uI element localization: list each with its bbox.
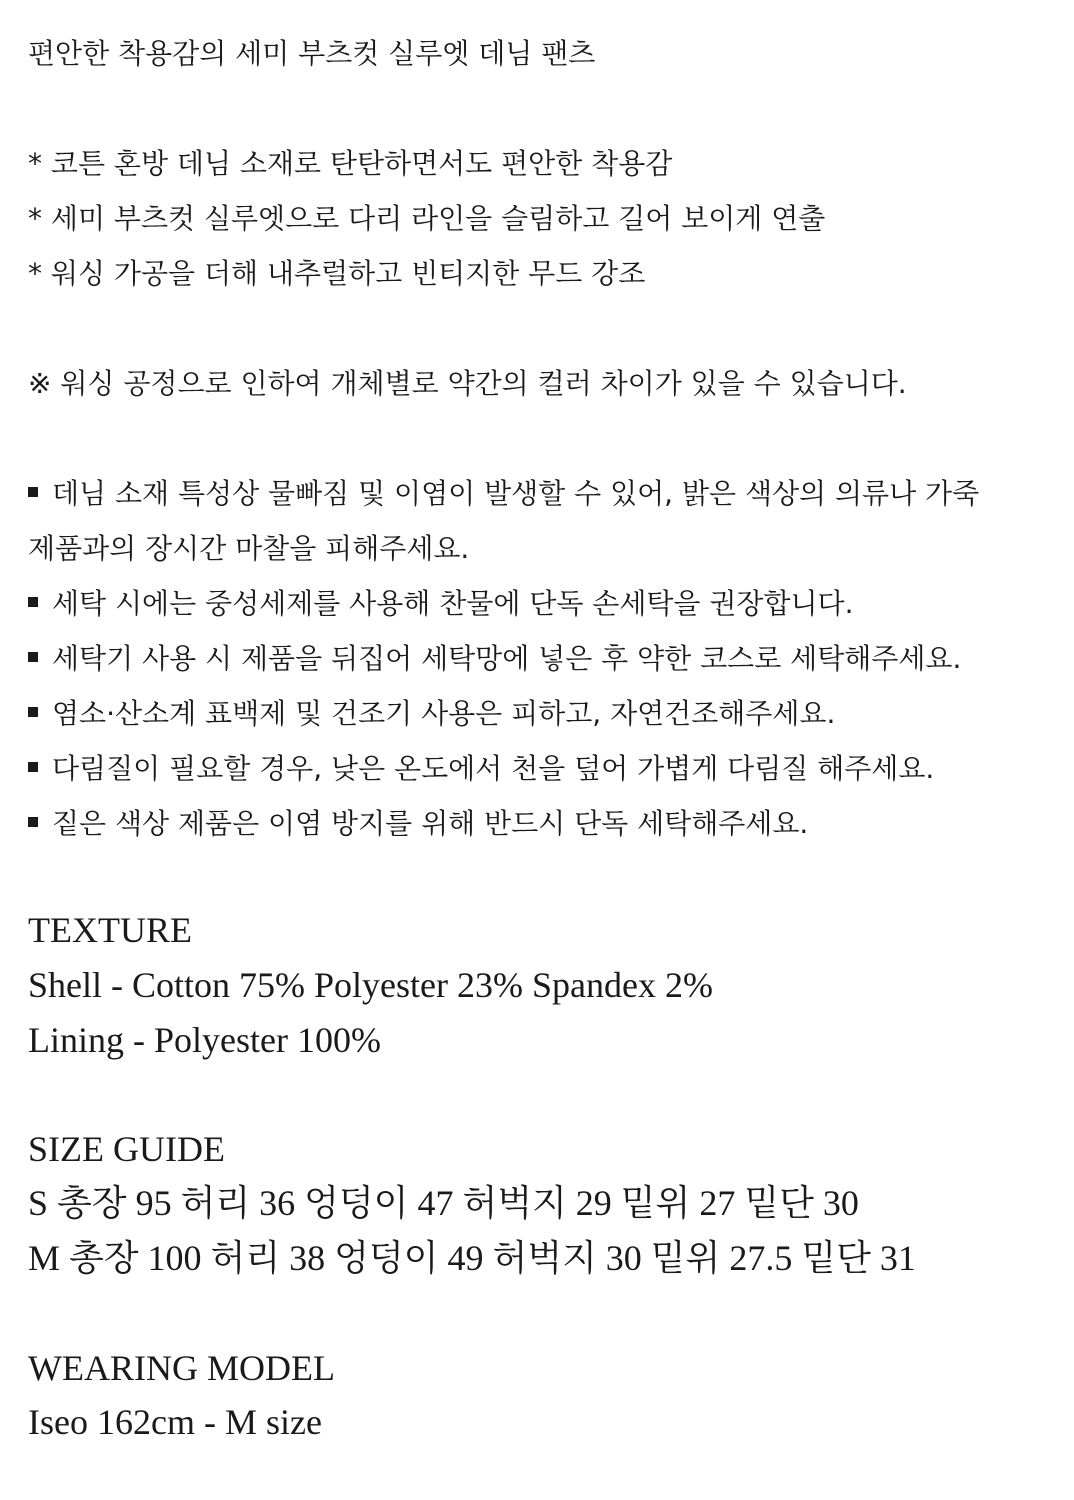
bullet-square-icon (28, 487, 38, 497)
care-item-text: 세탁기 사용 시 제품을 뒤집어 세탁망에 넣은 후 약한 코스로 세탁해주세요. (52, 642, 962, 675)
care-item (28, 474, 979, 514)
care-item (28, 584, 854, 624)
model-info: Iseo 162cm - M size (28, 1402, 322, 1442)
size-guide-heading: SIZE GUIDE (28, 1129, 225, 1169)
product-title: 편안한 착용감의 세미 부츠컷 실루엣 데님 팬츠 (28, 37, 596, 70)
bullet-square-icon (28, 597, 38, 607)
care-item (28, 639, 961, 679)
care-item-text: 짙은 색상 제품은 이염 방지를 위해 반드시 단독 세탁해주세요. (52, 807, 809, 840)
texture-lining: Lining - Polyester 100% (28, 1020, 381, 1060)
care-item (28, 804, 808, 844)
care-item (28, 694, 835, 734)
feature-item: * 코튼 혼방 데님 소재로 탄탄하면서도 편안한 착용감 (28, 147, 673, 180)
size-row: M 총장 100 허리 38 엉덩이 49 허벅지 30 밑위 27.5 밑단 31 (28, 1238, 916, 1278)
bullet-square-icon (28, 652, 38, 662)
bullet-square-icon (28, 817, 38, 827)
feature-item: * 세미 부츠컷 실루엣으로 다리 라인을 슬림하고 길어 보이게 연출 (28, 202, 826, 235)
care-item-text: 데님 소재 특성상 물빠짐 및 이염이 발생할 수 있어, 밝은 색상의 의류나 가죽 (52, 477, 980, 510)
color-notice: ※ 워싱 공정으로 인하여 개체별로 약간의 컬러 차이가 있을 수 있습니다. (28, 367, 907, 400)
size-row: S 총장 95 허리 36 엉덩이 47 허벅지 29 밑위 27 밑단 30 (28, 1183, 859, 1223)
feature-item: * 워싱 가공을 더해 내추럴하고 빈티지한 무드 강조 (28, 257, 646, 290)
texture-shell: Shell - Cotton 75% Polyester 23% Spandex 2% (28, 965, 713, 1005)
care-item-text: 다림질이 필요할 경우, 낮은 온도에서 천을 덮어 가볍게 다림질 해주세요. (52, 752, 935, 785)
bullet-square-icon (28, 707, 38, 717)
product-detail-text (28, 0, 1046, 1500)
care-item (28, 749, 934, 789)
care-item-continuation: 제품과의 장시간 마찰을 피해주세요. (28, 532, 470, 565)
model-heading: WEARING MODEL (28, 1348, 335, 1388)
texture-heading: TEXTURE (28, 910, 192, 950)
care-item-text: 세탁 시에는 중성세제를 사용해 찬물에 단독 손세탁을 권장합니다. (52, 587, 854, 620)
care-item-text: 염소·산소계 표백제 및 건조기 사용은 피하고, 자연건조해주세요. (52, 697, 836, 730)
bullet-square-icon (28, 762, 38, 772)
